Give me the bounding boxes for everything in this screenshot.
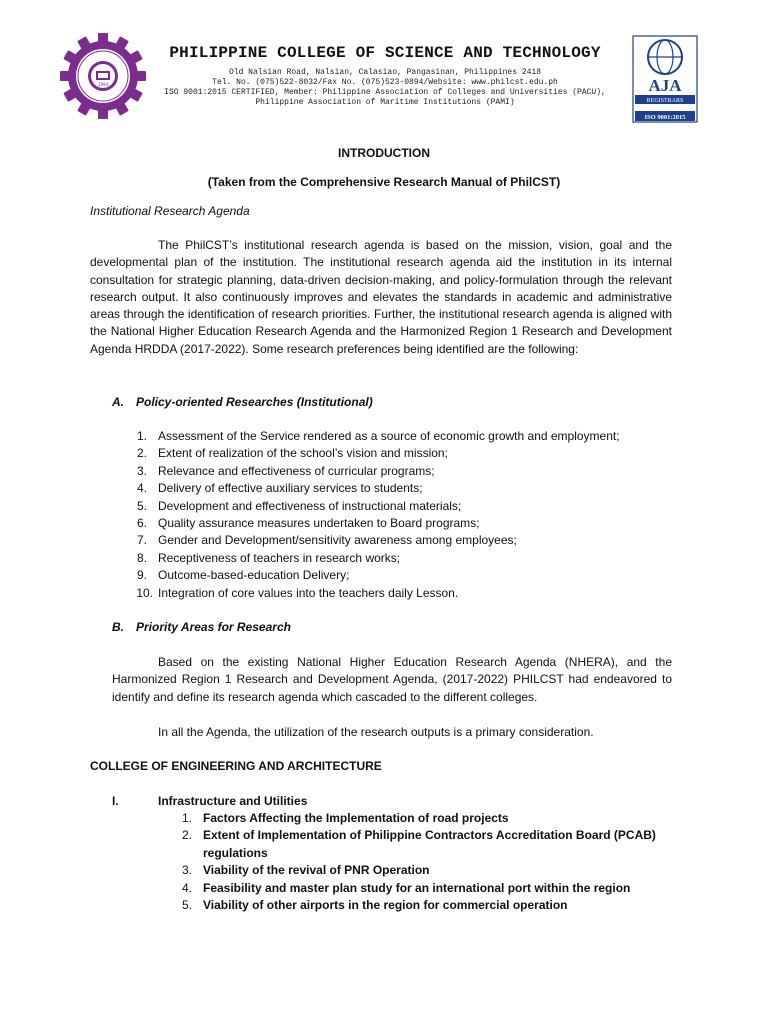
list-item: Development and effectiveness of instructional materials;	[158, 499, 462, 513]
list-item-number: 1.	[136, 429, 147, 443]
list-item-number: 2.	[136, 446, 147, 460]
section-a-marker: A.	[112, 395, 124, 409]
list-item-number: 1.	[181, 811, 192, 825]
list-item-number: 8.	[136, 551, 147, 565]
address-line: Old Nalsian Road, Nalsian, Calasiao, Pangasinan, Philippines 2418	[228, 68, 542, 77]
section-a-title: Policy-oriented Researches (Institutional)	[136, 395, 373, 409]
subsection-title: Infrastructure and Utilities	[158, 794, 308, 808]
list-item-number: 9.	[136, 568, 147, 582]
page-subheading: (Taken from the Comprehensive Research Manual of PhilCST)	[207, 175, 561, 189]
list-item-number: 10.	[136, 586, 153, 600]
badge-iso: ISO 9001:2015	[644, 114, 686, 121]
list-item-continuation: regulations	[203, 846, 268, 860]
list-item-number: 5.	[136, 499, 147, 513]
list-item: Viability of other airports in the region for commercial operation	[203, 898, 568, 912]
section-title: Institutional Research Agenda	[90, 204, 250, 218]
priority-areas-paragraph: Based on the existing National Higher Education Research Agenda (NHERA), and the Harmonized Region 1 Research and Development Agenda, (2017-2022) PHILCST had endeavored to identify and define its research agenda which cascaded to the different colleges.	[112, 655, 672, 704]
list-item: Integration of core values into the teachers daily Lesson.	[158, 586, 459, 600]
list-item: Assessment of the Service rendered as a source of economic growth and employment;	[158, 429, 620, 443]
aja-iso-badge	[632, 35, 698, 123]
badge-brand: AJA	[648, 76, 682, 95]
list-item-number: 5.	[181, 898, 192, 912]
list-item: Delivery of effective auxiliary services to students;	[158, 481, 423, 495]
list-item: Feasibility and master plan study for an international port within the region	[203, 881, 631, 895]
list-item: Extent of realization of the school’s vision and mission;	[158, 446, 448, 460]
list-item-number: 3.	[181, 863, 192, 877]
accreditation-line-1: ISO 9001:2015 CERTIFIED, Member: Philippine Association of Colleges and Universities (PACU),	[164, 88, 606, 97]
list-item: Gender and Development/sensitivity awareness among employees;	[158, 533, 517, 547]
list-item: Relevance and effectiveness of curricular programs;	[158, 464, 435, 478]
list-item: Receptiveness of teachers in research works;	[158, 551, 401, 565]
intro-paragraph: The PhilCST’s institutional research agenda is based on the mission, vision, goal and the developmental plan of the institution. The institutional research agenda aid the institution in its internal consultation for strategic planning, data-driven decision-making, and policy-formulation through the relevant research output. It also continuously improves and elevates the standards in academic and administrative areas through the identification of research priorities. Further, the institutional research agenda is aligned with the National Higher Education Research Agenda and the Harmonized Region 1 Research and Development Agenda HRDDA (2017-2022). Some research preferences being identified are the following:	[90, 238, 672, 356]
list-item: Extent of Implementation of Philippine Contractors Accreditation Board (PCAB)	[203, 828, 656, 842]
section-b-marker: B.	[112, 620, 124, 634]
list-item-number: 4.	[181, 881, 192, 895]
seal-year: 1994	[97, 82, 109, 87]
contact-line: Tel. No. (075)522-8032/Fax No. (075)523-0894/Website: www.philcst.edu.ph	[212, 78, 558, 87]
list-item: Quality assurance measures undertaken to Board programs;	[158, 516, 480, 530]
accreditation-line-2: Philippine Association of Maritime Institutions (PAMI)	[255, 98, 515, 107]
page-heading: INTRODUCTION	[338, 146, 430, 160]
list-item-number: 2.	[181, 828, 192, 842]
list-item: Viability of the revival of PNR Operation	[203, 863, 430, 877]
list-item-number: 7.	[136, 533, 147, 547]
list-item-number: 6.	[136, 516, 147, 530]
utilization-note: In all the Agenda, the utilization of the research outputs is a primary consideration.	[158, 725, 594, 739]
list-item: Factors Affecting the Implementation of road projects	[203, 811, 509, 825]
section-b-title: Priority Areas for Research	[136, 620, 291, 634]
list-item-number: 4.	[136, 481, 147, 495]
college-heading: COLLEGE OF ENGINEERING AND ARCHITECTURE	[90, 759, 382, 773]
list-item-number: 3.	[136, 464, 147, 478]
badge-sub: REGISTRARS	[646, 98, 684, 104]
college-name: PHILIPPINE COLLEGE OF SCIENCE AND TECHNOLOGY	[169, 44, 601, 62]
subsection-marker: I.	[112, 794, 119, 808]
list-item: Outcome-based-education Delivery;	[158, 568, 350, 582]
